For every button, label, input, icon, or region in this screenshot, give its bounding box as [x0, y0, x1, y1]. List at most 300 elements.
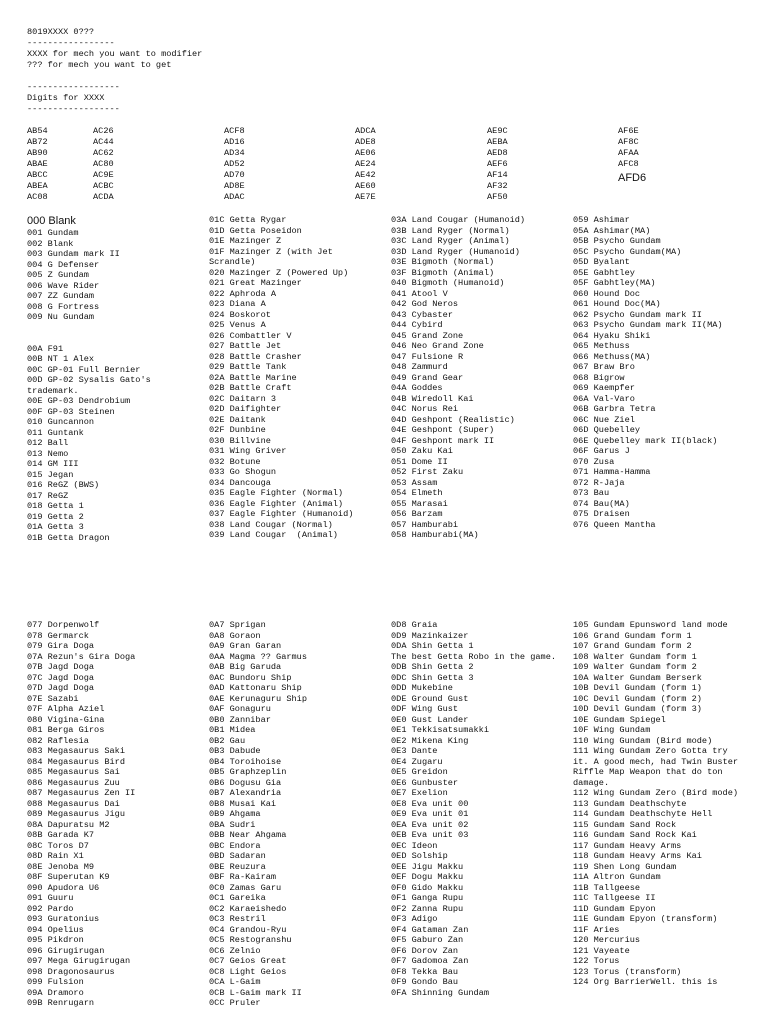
mech-entry: 050 Zaku Kai [391, 446, 453, 456]
mech-entry: 047 Fulsione R [391, 351, 464, 362]
digit-code: AE24 [355, 159, 376, 169]
digit-code: AFAA [618, 148, 639, 158]
mech-entry: 017 ReGZ [27, 490, 69, 501]
mech-entry: 0B8 Musai Kai [209, 798, 277, 809]
mech-entry: 0B3 Dabude [209, 746, 261, 756]
mech-entry: 01B Getta Dragon [27, 532, 110, 543]
mech-entry: 078 Germarck [27, 630, 89, 641]
digit-code: AD8E [224, 181, 245, 191]
mech-entry: 005 Z Gundam [27, 270, 89, 280]
mech-entry: 0DE Ground Gust [391, 693, 469, 704]
mech-entry: 04E Geshpont (Super) [391, 425, 495, 435]
mech-entry: 086 Megasaurus Zuu [27, 777, 120, 788]
mech-entry: 07A Rezun's Gira Doga [27, 651, 136, 662]
mech-entry: 05F Gabhtley(MA) [573, 278, 656, 288]
digit-code: AD34 [224, 148, 245, 158]
mech-entry: 0C6 Zelnio [209, 945, 261, 956]
mech-entry: 0C5 Restogranshu [209, 935, 292, 945]
mech-entry: 04C Norus Rei [391, 404, 459, 414]
mech-entry: 0DC Shin Getta 3 [391, 672, 474, 683]
mech-entry: 05A Ashimar(MA) [573, 225, 651, 236]
mech-entry: 064 Hyaku Shiki [573, 330, 651, 341]
header-line: Digits for XXXX [27, 93, 105, 103]
mech-entry: 111 Wing Gundam Zero Gotta try it. A good mech, had Twin Buster Riffle Map Weapon that do ton damage. [573, 746, 744, 788]
mech-entry: 041 Atool V [391, 288, 448, 299]
mech-entry: 02D Daifighter [209, 404, 282, 414]
mech-entry [27, 323, 202, 334]
mech-entry: 0BA Sudri [209, 819, 256, 830]
digit-code: ADAC [224, 192, 245, 202]
mech-entry: 03E Bigmoth (Normal) [391, 257, 495, 267]
mech-entry: 06C Nue Ziel [573, 414, 635, 425]
mech-entry: 059 Ashimar [573, 215, 630, 225]
mech-list-top [0, 215, 768, 595]
digit-code: AC80 [93, 159, 114, 169]
mech-entry: 02F Dunbine [209, 425, 266, 435]
mech-entry: 0F7 Gadomoa Zan [391, 956, 469, 966]
mech-entry: 11C Tallgeese II [573, 893, 656, 903]
mech-entry: 042 God Neros [391, 299, 459, 309]
digit-code: AC08 [27, 192, 48, 202]
digit-code: AE7E [355, 192, 376, 202]
header-line: ------------------ [27, 104, 120, 114]
mech-entry: 069 Kaempfer [573, 383, 635, 393]
mech-entry: 114 Gundam Deathschyte Hell [573, 809, 713, 819]
mech-entry: 023 Diana A [209, 299, 266, 309]
mech-entry: 0DF Wing Gust [391, 704, 459, 714]
digit-code: ADCA [355, 126, 376, 136]
mech-entry: 123 Torus (transform) [573, 966, 682, 977]
digit-code: AF8C [618, 137, 639, 147]
mech-entry: 03B Land Ryger (Normal) [391, 225, 510, 236]
mech-entry: 0C2 Karaeishedo [209, 903, 287, 914]
digits-column [487, 126, 508, 203]
mech-entry: 02E Daitank [209, 414, 266, 425]
mech-entry: 0C3 Restril [209, 914, 266, 924]
header-line: XXXX for mech you want to modifier [27, 49, 203, 59]
mech-entry: 0CC Pruler [209, 998, 261, 1008]
mech-entry: 0F4 Gataman Zan [391, 924, 469, 935]
digit-code: ABAE [27, 159, 48, 169]
mech-entry: 0C0 Zamas Garu [209, 882, 282, 893]
mech-entry: 0B5 Graphzeplin [209, 767, 287, 777]
mech-entry: 071 Hamma-Hamma [573, 467, 651, 477]
digit-code: ACBC [93, 181, 114, 191]
digits-column [224, 126, 245, 203]
digit-code: AFD6 [618, 172, 647, 184]
mech-entry: 043 Cybaster [391, 309, 453, 320]
mech-entry: 08D Rain X1 [27, 851, 84, 861]
mech-column [391, 215, 566, 541]
digit-code: AFC8 [618, 159, 639, 169]
mech-entry: 10D Devil Gundam (form 3) [573, 704, 702, 714]
mech-entry: 084 Megasaurus Bird [27, 756, 125, 767]
mech-entry: 10E Gundam Spiegel [573, 714, 666, 725]
mech-entry: 0CB L-Gaim mark II [209, 987, 302, 998]
header-line: ??? for mech you want to get [27, 60, 172, 70]
mech-entry: 082 Raflesia [27, 735, 89, 746]
mech-entry: 10B Devil Gundam (form 1) [573, 683, 702, 693]
mech-entry: 008 G Fortress [27, 301, 100, 312]
mech-entry: 02B Battle Craft [209, 383, 292, 393]
mech-entry: 057 Hamburabi [391, 519, 459, 530]
mech-entry: 0D9 Mazinkaizer [391, 630, 469, 641]
mech-column [391, 620, 566, 998]
mech-entry: 120 Mercurius [573, 935, 641, 945]
mech-entry: 0DD Mukebine [391, 683, 453, 693]
mech-entry: 065 Methuss [573, 341, 630, 351]
mech-entry: 019 Getta 2 [27, 511, 84, 522]
mech-entry: 0F9 Gondo Bau [391, 977, 459, 987]
header-line [27, 71, 202, 82]
mech-entry: 10A Walter Gundam Berserk [573, 672, 702, 683]
digit-code: AD70 [224, 170, 245, 180]
mech-entry: 05C Psycho Gundam(MA) [573, 246, 682, 257]
mech-entry: 073 Bau [573, 488, 610, 498]
mech-entry: 05B Psycho Gundam [573, 236, 661, 246]
mech-entry: 0E9 Eva unit 01 [391, 809, 469, 819]
mech-entry: 031 Wing Griver [209, 446, 287, 456]
mech-entry: 06E Quebelley mark II(black) [573, 435, 718, 446]
mech-entry: 056 Barzam [391, 509, 443, 519]
mech-entry: 0BE Reuzura [209, 861, 266, 872]
mech-entry: 0E4 Zugaru [391, 756, 443, 767]
digit-code: AE60 [355, 181, 376, 191]
mech-entry: 0EA Eva unit 02 [391, 819, 469, 830]
mech-list-bottom [0, 620, 768, 1024]
mech-entry: 039 Land Cougar (Animal) [209, 530, 338, 540]
mech-entry: 087 Megasaurus Zen II [27, 788, 136, 798]
mech-entry: 09A Dramoro [27, 987, 84, 998]
mech-column [573, 215, 743, 530]
digit-code: AB90 [27, 148, 48, 158]
mech-entry: 0B1 Midea [209, 725, 256, 735]
mech-entry: 066 Methuss(MA) [573, 351, 651, 362]
mech-entry: 093 Guratonius [27, 914, 100, 924]
mech-entry: 048 Zammurd [391, 362, 448, 372]
mech-entry: 010 Guncannon [27, 417, 95, 427]
mech-entry: 01D Getta Poseidon [209, 225, 302, 236]
mech-entry: 124 Org BarrierWell. this is [573, 977, 718, 987]
mech-entry: 0E6 Gunbuster [391, 777, 459, 788]
mech-entry: 0E8 Eva unit 00 [391, 798, 469, 809]
mech-entry: 106 Grand Gundam form 1 [573, 630, 692, 641]
mech-entry: 0F3 Adigo [391, 914, 438, 924]
mech-entry: 119 Shen Long Gundam [573, 861, 677, 872]
mech-entry: 04B Wiredoll Kai [391, 393, 474, 404]
mech-entry: 090 Apudora U6 [27, 882, 100, 893]
mech-entry: 083 Megasaurus Saki [27, 746, 125, 756]
mech-entry: 108 Walter Gundam form 1 [573, 651, 697, 662]
digit-code: AE9C [487, 126, 508, 136]
mech-entry: 118 Gundam Heavy Arms Kai [573, 851, 702, 861]
mech-entry: 079 Gira Doga [27, 641, 95, 651]
mech-entry: 004 G Defenser [27, 259, 100, 270]
mech-entry: 08C Toros D7 [27, 840, 89, 851]
mech-entry: 01F Mazinger Z (with Jet Scrandle) [209, 246, 338, 267]
digits-column [618, 126, 646, 183]
mech-entry: 0B9 Ahgama [209, 809, 261, 819]
mech-entry: 109 Walter Gundam form 2 [573, 662, 697, 672]
mech-entry: 08E Jenoba M9 [27, 861, 95, 872]
mech-entry: 030 Billvine [209, 435, 271, 446]
mech-entry: 0C7 Geios Great [209, 956, 287, 966]
mech-entry: 045 Grand Zone [391, 330, 464, 341]
mech-entry: 0F6 Dorov Zan [391, 945, 459, 956]
mech-entry: 009 Nu Gundam [27, 312, 95, 322]
mech-entry: 034 Dancouga [209, 477, 271, 488]
mech-entry: 0B2 Gau [209, 735, 246, 746]
mech-entry: 099 Fulsion [27, 977, 84, 987]
mech-entry: 01C Getta Rygar [209, 215, 287, 225]
mech-entry: 112 Wing Gundam Zero (Bird mode) [573, 788, 739, 798]
mech-entry: 06F Garus J [573, 446, 630, 456]
digits-column [27, 126, 48, 203]
mech-entry: 08A Dapuratsu M2 [27, 819, 110, 830]
digits-table [27, 126, 747, 206]
mech-entry: 03D Land Ryger (Humanoid) [391, 246, 520, 257]
mech-entry: 113 Gundam Deathschyte [573, 798, 687, 809]
digit-code: AD16 [224, 137, 245, 147]
mech-entry: 0D8 Graia [391, 620, 438, 630]
mech-entry: 016 ReGZ (BWS) [27, 480, 100, 490]
mech-entry: 020 Mazinger Z (Powered Up) [209, 267, 349, 278]
mech-entry: 0B4 Toroihoise [209, 756, 282, 767]
mech-entry: 07E Sazabi [27, 693, 79, 704]
mech-entry: 0A9 Gran Garan [209, 641, 282, 651]
mech-entry: 06B Garbra Tetra [573, 404, 656, 414]
mech-entry: 0AC Bundoru Ship [209, 672, 292, 683]
mech-entry: 052 First Zaku [391, 467, 464, 477]
mech-entry [27, 333, 202, 344]
digit-code: ABEA [27, 181, 48, 191]
mech-entry: 0BF Ra-Kairam [209, 872, 277, 882]
mech-entry: 028 Battle Crasher [209, 351, 302, 362]
mech-entry: 003 Gundam mark II [27, 249, 120, 259]
mech-entry: 02C Daitarn 3 [209, 393, 277, 404]
mech-entry: 025 Venus A [209, 320, 266, 330]
digit-code: AF50 [487, 192, 508, 202]
digit-code: AC26 [93, 126, 114, 136]
mech-entry: 046 Neo Grand Zone [391, 341, 484, 351]
mech-entry: 0E3 Dante [391, 746, 438, 756]
mech-entry: 015 Jegan [27, 469, 74, 480]
mech-entry: 097 Mega Girugirugan [27, 956, 131, 966]
mech-entry: 0EB Eva unit 03 [391, 830, 469, 840]
mech-entry: 03A Land Cougar (Humanoid) [391, 215, 526, 225]
mech-entry: 006 Wave Rider [27, 280, 100, 291]
mech-entry: 03F Bigmoth (Animal) [391, 267, 495, 278]
mech-entry: 012 Ball [27, 438, 69, 448]
mech-entry: 067 Braw Bro [573, 362, 635, 372]
mech-entry: 0E2 Mikena King [391, 735, 469, 746]
mech-entry: 0EF Dogu Makku [391, 872, 464, 882]
mech-entry: 0EE Jigu Makku [391, 861, 464, 872]
mech-entry: 089 Megasaurus Jigu [27, 809, 125, 819]
mech-entry: 088 Megasaurus Dai [27, 798, 120, 809]
mech-entry: 098 Dragonosaurus [27, 966, 115, 977]
mech-entry: 05E Gabhtley [573, 267, 635, 278]
mech-entry: 044 Cybird [391, 320, 443, 330]
mech-entry: 00B NT 1 Alex [27, 354, 95, 364]
mech-entry: 0DA Shin Getta 1 [391, 641, 474, 651]
mech-entry: 027 Battle Jet [209, 341, 282, 351]
mech-entry: 053 Assam [391, 477, 438, 488]
digit-code: ACDA [93, 192, 114, 202]
mech-entry: 002 Blank [27, 238, 74, 249]
header-line: ------------------ [27, 82, 120, 92]
mech-entry: 0ED Solship [391, 851, 448, 861]
mech-entry: 094 Opelius [27, 924, 84, 935]
mech-entry: 04F Geshpont mark II [391, 435, 495, 446]
header-line: 8019XXXX 0??? [27, 27, 95, 37]
mech-entry: 0F5 Gaburo Zan [391, 935, 464, 945]
mech-entry: 05D Byalant [573, 257, 630, 267]
mech-entry: 0BD Sadaran [209, 851, 266, 861]
mech-entry: 0B7 Alexandria [209, 788, 282, 798]
mech-entry: 014 GM III [27, 459, 79, 469]
mech-entry: 0AF Gonaguru [209, 704, 271, 714]
mech-entry: 033 Go Shogun [209, 467, 277, 477]
mech-entry: 038 Land Cougar (Normal) [209, 519, 333, 530]
mech-entry: 013 Nemo [27, 448, 69, 459]
mech-entry: 06D Quebelley [573, 425, 641, 435]
mech-entry: 09B Renrugarn [27, 998, 95, 1008]
digit-code: AEF6 [487, 159, 508, 169]
mech-entry: 0A7 Sprigan [209, 620, 266, 630]
mech-entry: 054 Elmeth [391, 488, 443, 498]
digit-code: AC62 [93, 148, 114, 158]
digit-code: AEBA [487, 137, 508, 147]
mech-entry: 080 Vigina-Gina [27, 714, 105, 725]
mech-entry: 0E0 Gust Lander [391, 714, 469, 725]
mech-entry: 0FA Shinning Gundam [391, 987, 489, 998]
mech-entry: 07D Jagd Doga [27, 683, 95, 693]
mech-entry: 021 Great Mazinger [209, 278, 302, 288]
mech-entry: 055 Marasai [391, 498, 448, 509]
digit-code: AF14 [487, 170, 508, 180]
mech-entry: 0BB Near Ahgama [209, 830, 287, 840]
mech-entry: 037 Eagle Fighter (Humanoid) [209, 509, 354, 519]
mech-entry: 051 Dome II [391, 456, 448, 467]
mech-entry: 0B6 Dogusu Gia [209, 777, 282, 788]
mech-entry: 0DB Shin Getta 2 [391, 662, 474, 672]
mech-entry: 00C GP-01 Full Bernier [27, 364, 141, 375]
mech-entry: 105 Gundam Epunsword land mode [573, 620, 728, 630]
mech-entry: 026 Combattler V [209, 330, 292, 341]
mech-column [209, 215, 384, 541]
digit-code: ACF8 [224, 126, 245, 136]
mech-entry: 0BC Endora [209, 840, 261, 851]
digit-code: AED8 [487, 148, 508, 158]
mech-entry: 060 Hound Doc [573, 288, 641, 299]
mech-entry: 029 Battle Tank [209, 362, 287, 372]
mech-entry: 121 Vayeate [573, 945, 630, 956]
mech-entry: 062 Psycho Gundam mark II [573, 309, 702, 320]
mech-entry: 0A8 Goraon [209, 630, 261, 641]
mech-entry: 11F Aries [573, 924, 620, 935]
mech-entry: 072 R-Jaja [573, 477, 625, 488]
mech-entry: 0F8 Tekka Bau [391, 966, 459, 977]
mech-entry: 00D GP-02 Sysalis Gato's trademark. [27, 375, 156, 396]
mech-entry: 063 Psycho Gundam mark II(MA) [573, 320, 723, 330]
digit-code: AC9E [93, 170, 114, 180]
mech-entry: 018 Getta 1 [27, 501, 84, 511]
mech-entry: 076 Queen Mantha [573, 519, 656, 530]
header-line: ----------------- [27, 38, 115, 48]
digit-code: AB72 [27, 137, 48, 147]
digits-column [93, 126, 114, 203]
mech-entry: 068 Bigrow [573, 372, 625, 383]
mech-entry: 011 Guntank [27, 427, 84, 438]
mech-entry: 095 Pikdron [27, 935, 84, 945]
mech-entry: 00F GP-03 Steinen [27, 406, 115, 417]
digit-code: AF6E [618, 126, 639, 136]
mech-column [209, 620, 384, 1009]
mech-entry: 0C8 Light Geios [209, 966, 287, 977]
digit-code: AE42 [355, 170, 376, 180]
document-header [27, 27, 202, 115]
mech-entry: 092 Pardo [27, 903, 74, 914]
mech-entry: 077 Dorpenwolf [27, 620, 100, 630]
mech-entry: 02A Battle Marine [209, 372, 297, 383]
digit-code: AF32 [487, 181, 508, 191]
mech-column [27, 215, 202, 543]
digit-code: ADE8 [355, 137, 376, 147]
mech-entry: 11A Altron Gundam [573, 872, 661, 882]
mech-entry: 0C4 Grandou-Ryu [209, 924, 287, 935]
digit-code: ABCC [27, 170, 48, 180]
mech-column [27, 620, 202, 1009]
digit-code: AC44 [93, 137, 114, 147]
mech-entry: 036 Eagle Fighter (Animal) [209, 498, 344, 509]
mech-entry: 0EC Ideon [391, 840, 438, 851]
mech-entry: 03C Land Ryger (Animal) [391, 236, 510, 246]
mech-entry: 0AB Big Garuda [209, 662, 282, 672]
mech-entry: 11D Gundam Epyon [573, 903, 656, 914]
mech-entry: 01A Getta 3 [27, 522, 84, 532]
mech-entry: 0CA L-Gaim [209, 977, 261, 987]
mech-entry: 000 Blank [27, 215, 76, 227]
mech-entry: 007 ZZ Gundam [27, 291, 95, 301]
mech-entry: 081 Berga Giros [27, 725, 105, 735]
mech-entry: 0F0 Gido Makku [391, 882, 464, 893]
mech-entry: 04A Goddes [391, 383, 443, 393]
mech-entry: 091 Guuru [27, 893, 74, 903]
mech-entry: 06A Val-Varo [573, 393, 635, 404]
mech-entry: 01E Mazinger Z [209, 236, 282, 246]
mech-entry: 0AE Kerunaguru Ship [209, 693, 307, 704]
digit-code: AB54 [27, 126, 48, 136]
mech-entry: 04D Geshpont (Realistic) [391, 414, 515, 425]
mech-entry: 0E7 Exelion [391, 788, 448, 798]
mech-entry: 061 Hound Doc(MA) [573, 299, 661, 309]
mech-entry: 022 Aphroda A [209, 288, 277, 299]
mech-entry: 117 Gundam Heavy Arms [573, 840, 682, 851]
mech-entry: 0F1 Ganga Rupu [391, 893, 464, 903]
mech-entry: 00A F91 [27, 343, 64, 354]
mech-entry: 032 Botune [209, 456, 261, 467]
mech-entry: 122 Torus [573, 956, 620, 966]
mech-entry: 0B0 Zannibar [209, 714, 271, 725]
mech-entry: 10F Wing Gundam [573, 725, 651, 735]
mech-entry: 0AD Kattonaru Ship [209, 683, 302, 693]
mech-entry: 058 Hamburabi(MA) [391, 530, 479, 540]
mech-entry: 0C1 Gareika [209, 893, 266, 903]
mech-entry: 0E1 Tekkisatsumakki [391, 725, 489, 735]
mech-entry: 001 Gundam [27, 228, 79, 238]
digit-code: AD52 [224, 159, 245, 169]
